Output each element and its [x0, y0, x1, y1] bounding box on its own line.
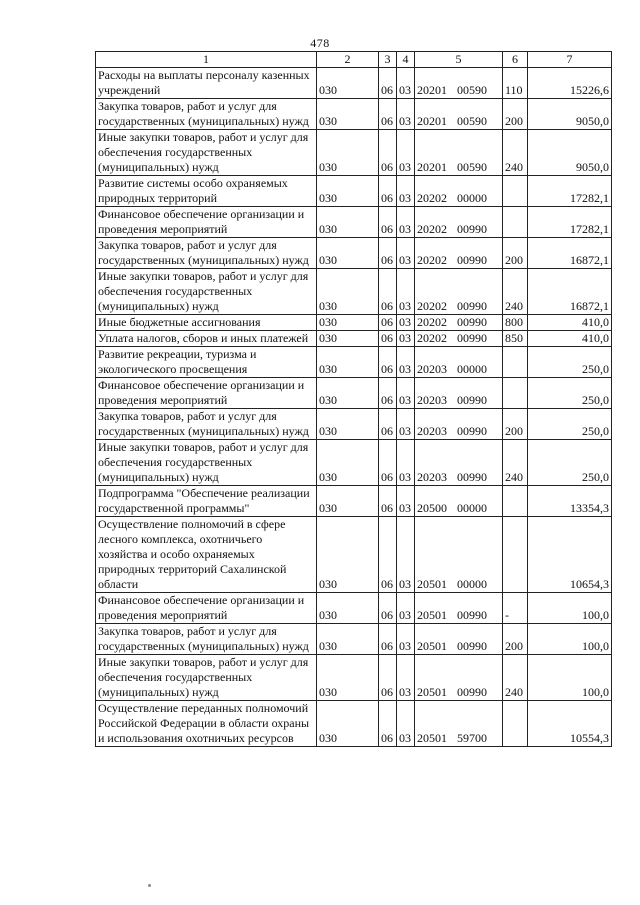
- subsection-code-cell: 03: [397, 207, 415, 238]
- expense-type-cell: [503, 486, 528, 517]
- expense-name-cell: Развитие рекреации, туризма и экологического просвещения: [96, 347, 317, 378]
- expense-name-cell: Финансовое обеспечение организации и проведения мероприятий: [96, 593, 317, 624]
- target-article-program: 20501: [417, 608, 447, 622]
- amount-cell: 250,0: [528, 347, 612, 378]
- target-article-program: 20203: [417, 393, 447, 407]
- table-row: [96, 315, 612, 331]
- expense-type-cell: 200: [503, 409, 528, 440]
- expense-name-cell: Иные закупки товаров, работ и услуг для обеспечения государственных (муниципальных) нужд: [96, 130, 317, 176]
- grbs-code-cell: 030: [317, 347, 379, 378]
- target-article-cell: [415, 269, 503, 315]
- target-article-cell: [415, 130, 503, 176]
- subsection-code-cell: 03: [397, 269, 415, 315]
- section-code-cell: 06: [379, 269, 397, 315]
- amount-cell: 100,0: [528, 655, 612, 701]
- target-article-direction: 00990: [457, 299, 487, 313]
- expense-name-cell: Иные закупки товаров, работ и услуг для обеспечения государственных (муниципальных) нужд: [96, 269, 317, 315]
- grbs-code-cell: 030: [317, 99, 379, 130]
- target-article-cell: [415, 701, 503, 747]
- subsection-code-cell: 03: [397, 440, 415, 486]
- target-article-direction: 00990: [457, 253, 487, 267]
- section-code-cell: 06: [379, 655, 397, 701]
- section-code-cell: 06: [379, 440, 397, 486]
- grbs-code-cell: 030: [317, 486, 379, 517]
- subsection-code-cell: 03: [397, 99, 415, 130]
- target-article-program: 20202: [417, 191, 447, 205]
- target-article-direction: 00990: [457, 639, 487, 653]
- target-article-program: 20500: [417, 501, 447, 515]
- target-article-cell: [415, 347, 503, 378]
- expense-name-cell: Финансовое обеспечение организации и проведения мероприятий: [96, 378, 317, 409]
- grbs-code-cell: 030: [317, 269, 379, 315]
- target-article-program: 20203: [417, 470, 447, 484]
- expense-type-cell: [503, 207, 528, 238]
- section-code-cell: 06: [379, 701, 397, 747]
- target-article-program: 20201: [417, 83, 447, 97]
- subsection-code-cell: 03: [397, 68, 415, 99]
- expense-name-cell: Осуществление переданных полномочий Российской Федерации в области охраны и использования охотничьих ресурсов: [96, 701, 317, 747]
- expense-type-cell: -: [503, 593, 528, 624]
- subsection-code-cell: 03: [397, 701, 415, 747]
- target-article-cell: [415, 99, 503, 130]
- table-row: [96, 440, 612, 486]
- target-article-cell: [415, 517, 503, 593]
- amount-cell: 410,0: [528, 331, 612, 347]
- table-row: [96, 207, 612, 238]
- subsection-code-cell: 03: [397, 315, 415, 331]
- grbs-code-cell: 030: [317, 378, 379, 409]
- amount-cell: 250,0: [528, 440, 612, 486]
- grbs-code-cell: 030: [317, 315, 379, 331]
- column-header: 7: [528, 52, 612, 68]
- amount-cell: 16872,1: [528, 269, 612, 315]
- amount-cell: 100,0: [528, 593, 612, 624]
- grbs-code-cell: 030: [317, 68, 379, 99]
- section-code-cell: 06: [379, 517, 397, 593]
- target-article-cell: [415, 655, 503, 701]
- expense-type-cell: 240: [503, 130, 528, 176]
- expense-type-cell: 240: [503, 269, 528, 315]
- target-article-direction: 00990: [457, 470, 487, 484]
- table-row: [96, 68, 612, 99]
- target-article-cell: [415, 378, 503, 409]
- subsection-code-cell: 03: [397, 347, 415, 378]
- expense-type-cell: 200: [503, 624, 528, 655]
- grbs-code-cell: 030: [317, 207, 379, 238]
- target-article-program: 20203: [417, 362, 447, 376]
- expense-type-cell: 240: [503, 440, 528, 486]
- target-article-program: 20202: [417, 315, 447, 329]
- table-row: [96, 347, 612, 378]
- amount-cell: 13354,3: [528, 486, 612, 517]
- target-article-cell: [415, 331, 503, 347]
- grbs-code-cell: 030: [317, 238, 379, 269]
- expense-name-cell: Иные бюджетные ассигнования: [96, 315, 317, 331]
- target-article-direction: 00000: [457, 362, 487, 376]
- target-article-direction: 00000: [457, 191, 487, 205]
- grbs-code-cell: 030: [317, 624, 379, 655]
- target-article-direction: 00990: [457, 393, 487, 407]
- subsection-code-cell: 03: [397, 331, 415, 347]
- target-article-direction: 00990: [457, 685, 487, 699]
- target-article-program: 20202: [417, 253, 447, 267]
- grbs-code-cell: 030: [317, 440, 379, 486]
- expense-name-cell: Финансовое обеспечение организации и проведения мероприятий: [96, 207, 317, 238]
- amount-cell: 10554,3: [528, 701, 612, 747]
- expense-name-cell: Расходы на выплаты персоналу казенных учреждений: [96, 68, 317, 99]
- amount-cell: 250,0: [528, 378, 612, 409]
- target-article-direction: 00990: [457, 222, 487, 236]
- section-code-cell: 06: [379, 315, 397, 331]
- expense-type-cell: [503, 176, 528, 207]
- target-article-direction: 00590: [457, 83, 487, 97]
- amount-cell: 17282,1: [528, 176, 612, 207]
- page-number: 478: [310, 36, 330, 50]
- expense-name-cell: Закупка товаров, работ и услуг для государственных (муниципальных) нужд: [96, 238, 317, 269]
- table-row: [96, 593, 612, 624]
- section-code-cell: 06: [379, 331, 397, 347]
- section-code-cell: 06: [379, 68, 397, 99]
- expense-name-cell: Закупка товаров, работ и услуг для государственных (муниципальных) нужд: [96, 99, 317, 130]
- grbs-code-cell: 030: [317, 331, 379, 347]
- target-article-program: 20203: [417, 424, 447, 438]
- expense-type-cell: [503, 701, 528, 747]
- target-article-cell: [415, 440, 503, 486]
- expense-name-cell: Осуществление полномочий в сфере лесного комплекса, охотничьего хозяйства и особо охраняемых природных территорий Сахалинской области: [96, 517, 317, 593]
- expense-type-cell: 200: [503, 238, 528, 269]
- expense-type-cell: 240: [503, 655, 528, 701]
- target-article-direction: 00590: [457, 114, 487, 128]
- amount-cell: 410,0: [528, 315, 612, 331]
- amount-cell: 10654,3: [528, 517, 612, 593]
- target-article-direction: 00000: [457, 577, 487, 591]
- expense-name-cell: Уплата налогов, сборов и иных платежей: [96, 331, 317, 347]
- amount-cell: 100,0: [528, 624, 612, 655]
- amount-cell: 15226,6: [528, 68, 612, 99]
- subsection-code-cell: 03: [397, 486, 415, 517]
- column-number-row: [96, 52, 612, 68]
- target-article-direction: 00990: [457, 331, 487, 345]
- target-article-direction: 00990: [457, 424, 487, 438]
- grbs-code-cell: 030: [317, 176, 379, 207]
- target-article-program: 20501: [417, 731, 447, 745]
- grbs-code-cell: 030: [317, 517, 379, 593]
- section-code-cell: 06: [379, 624, 397, 655]
- target-article-cell: [415, 176, 503, 207]
- table-row: [96, 269, 612, 315]
- table-row: [96, 486, 612, 517]
- expense-name-cell: Иные закупки товаров, работ и услуг для обеспечения государственных (муниципальных) нужд: [96, 655, 317, 701]
- grbs-code-cell: 030: [317, 130, 379, 176]
- target-article-program: 20202: [417, 222, 447, 236]
- stray-mark: [148, 884, 151, 887]
- amount-cell: 250,0: [528, 409, 612, 440]
- target-article-cell: [415, 409, 503, 440]
- expense-type-cell: 110: [503, 68, 528, 99]
- target-article-program: 20201: [417, 160, 447, 174]
- table-row: [96, 99, 612, 130]
- budget-table: [95, 51, 612, 747]
- section-code-cell: 06: [379, 207, 397, 238]
- subsection-code-cell: 03: [397, 378, 415, 409]
- table-row: [96, 331, 612, 347]
- table-row: [96, 701, 612, 747]
- target-article-direction: 00000: [457, 501, 487, 515]
- amount-cell: 16872,1: [528, 238, 612, 269]
- table-row: [96, 176, 612, 207]
- subsection-code-cell: 03: [397, 176, 415, 207]
- subsection-code-cell: 03: [397, 130, 415, 176]
- column-header: 5: [415, 52, 503, 68]
- target-article-cell: [415, 486, 503, 517]
- table-row: [96, 517, 612, 593]
- section-code-cell: 06: [379, 130, 397, 176]
- table-row: [96, 130, 612, 176]
- grbs-code-cell: 030: [317, 593, 379, 624]
- amount-cell: 9050,0: [528, 99, 612, 130]
- target-article-direction: 59700: [457, 731, 487, 745]
- expense-type-cell: [503, 347, 528, 378]
- amount-cell: 17282,1: [528, 207, 612, 238]
- subsection-code-cell: 03: [397, 409, 415, 440]
- expense-name-cell: Подпрограмма "Обеспечение реализации государственной программы": [96, 486, 317, 517]
- section-code-cell: 06: [379, 238, 397, 269]
- expense-type-cell: [503, 378, 528, 409]
- column-header: 6: [503, 52, 528, 68]
- subsection-code-cell: 03: [397, 655, 415, 701]
- section-code-cell: 06: [379, 176, 397, 207]
- target-article-cell: [415, 624, 503, 655]
- table-row: [96, 238, 612, 269]
- table-row: [96, 655, 612, 701]
- column-header: 2: [317, 52, 379, 68]
- expense-type-cell: 850: [503, 331, 528, 347]
- target-article-cell: [415, 315, 503, 331]
- expense-name-cell: Развитие системы особо охраняемых природных территорий: [96, 176, 317, 207]
- expense-name-cell: Иные закупки товаров, работ и услуг для обеспечения государственных (муниципальных) нужд: [96, 440, 317, 486]
- subsection-code-cell: 03: [397, 624, 415, 655]
- target-article-cell: [415, 238, 503, 269]
- target-article-program: 20501: [417, 577, 447, 591]
- target-article-direction: 00990: [457, 608, 487, 622]
- target-article-program: 20501: [417, 685, 447, 699]
- target-article-cell: [415, 68, 503, 99]
- expense-name-cell: Закупка товаров, работ и услуг для государственных (муниципальных) нужд: [96, 624, 317, 655]
- section-code-cell: 06: [379, 409, 397, 440]
- grbs-code-cell: 030: [317, 701, 379, 747]
- subsection-code-cell: 03: [397, 238, 415, 269]
- expense-type-cell: 200: [503, 99, 528, 130]
- target-article-cell: [415, 207, 503, 238]
- table-row: [96, 409, 612, 440]
- amount-cell: 9050,0: [528, 130, 612, 176]
- subsection-code-cell: 03: [397, 593, 415, 624]
- grbs-code-cell: 030: [317, 655, 379, 701]
- target-article-program: 20202: [417, 299, 447, 313]
- subsection-code-cell: 03: [397, 517, 415, 593]
- target-article-program: 20501: [417, 639, 447, 653]
- section-code-cell: 06: [379, 593, 397, 624]
- target-article-program: 20201: [417, 114, 447, 128]
- column-header: 3: [379, 52, 397, 68]
- section-code-cell: 06: [379, 347, 397, 378]
- expense-name-cell: Закупка товаров, работ и услуг для государственных (муниципальных) нужд: [96, 409, 317, 440]
- section-code-cell: 06: [379, 486, 397, 517]
- target-article-direction: 00990: [457, 315, 487, 329]
- column-header: 1: [96, 52, 317, 68]
- section-code-cell: 06: [379, 378, 397, 409]
- expense-type-cell: 800: [503, 315, 528, 331]
- target-article-cell: [415, 593, 503, 624]
- target-article-direction: 00590: [457, 160, 487, 174]
- section-code-cell: 06: [379, 99, 397, 130]
- column-header: 4: [397, 52, 415, 68]
- grbs-code-cell: 030: [317, 409, 379, 440]
- expense-type-cell: [503, 517, 528, 593]
- target-article-program: 20202: [417, 331, 447, 345]
- table-row: [96, 378, 612, 409]
- table-row: [96, 624, 612, 655]
